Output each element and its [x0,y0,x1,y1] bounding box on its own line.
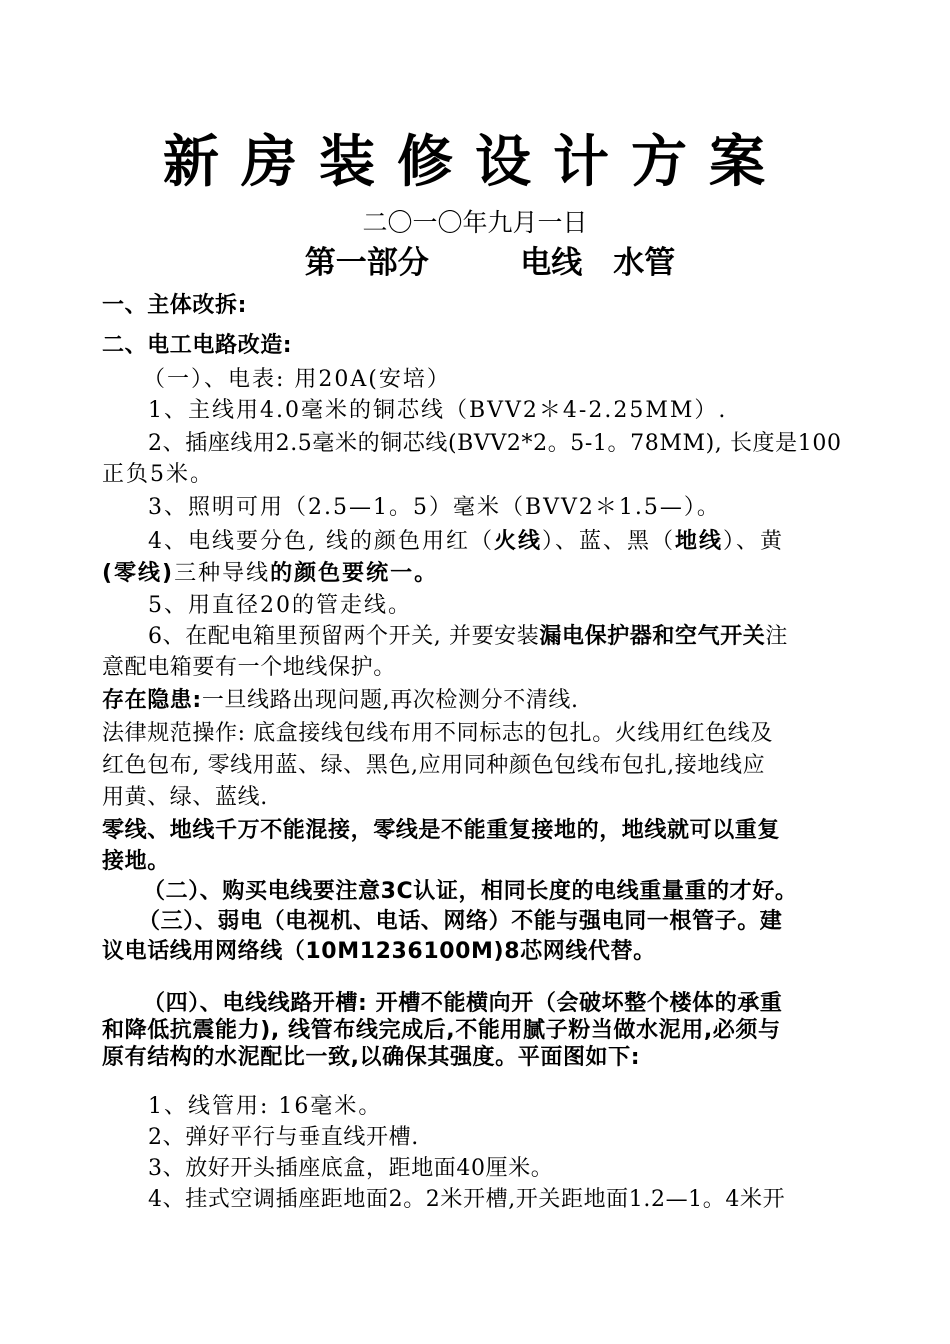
list-item-6-line1 [148,621,882,652]
legal-line-1: 法律规范操作: 底盒接线包线布用不同标志的包扎。火线用红色线及 [102,721,774,746]
document-title: 新房装修设计方案 [163,130,787,195]
groove-line-1: （四）、电线线路开槽: 开槽不能横向开（会破坏整个楼体的承重 [143,991,783,1016]
groove-list-item-2: 2、弹好平行与垂直线开槽. [148,1125,419,1150]
list-item-1: 1、主线用4.0毫米的铜芯线（BVV2＊4-2.25MM）. [148,398,728,423]
meter-item: （一）、电表: 用20A(安培） [143,367,451,392]
item-6-text-post: 注 [765,624,789,649]
risk-label: 存在隐患: [102,688,202,713]
purchase-note: （二）、购买电线要注意3C认证，相同长度的电线重量重的才好。 [143,879,798,904]
weak-current-line-2: 议电话线用网络线（10M1236100M)8芯网线代替。 [102,939,656,964]
list-item-6-line2: 意配电箱要有一个地线保护。 [102,655,396,680]
groove-line-2: 和降低抗震能力), 线管布线完成后,不能用腻子粉当做水泥用,必须与 [102,1018,781,1043]
warning-line-2: 接地。 [102,849,170,874]
risk-text: 一旦线路出现问题,再次检测分不清线. [201,688,579,713]
item-4-text-post: ）、黄 [723,529,785,554]
item-4-line2-text: 三种导线 [174,561,271,586]
section-heading-1: 一、主体改拆: [102,293,247,318]
list-item-2-line2: 正负5米。 [102,462,214,487]
list-item-4-line2 [102,558,882,589]
item-6-text: 6、在配电箱里预留两个开关, 并要安装 [148,624,540,649]
list-item-2-line1: 2、插座线用2.5毫米的铜芯线(BVV2*2。5-1。78MM), 长度是100 [148,431,842,456]
list-item-3: 3、照明可用（2.5—1。5）毫米（BVV2＊1.5—）。 [148,495,721,520]
item-4-text: 4、电线要分色, 线的颜色用红（ [148,529,494,554]
risk-line [102,685,882,716]
list-item-4-line1 [148,526,882,557]
part-heading [0,242,950,284]
groove-list-item-3: 3、放好开头插座底盒，距地面40厘米。 [148,1156,554,1181]
groove-list-item-4: 4、挂式空调插座距地面2。2米开槽,开关距地面1.2—1。4米开 [148,1187,786,1212]
part-topics: 电线 水管 [520,245,676,281]
warning-line-1: 零线、地线千万不能混接，零线是不能重复接地的，地线就可以重复 [102,818,781,843]
item-4-text-mid: ）、蓝、黑（ [542,529,676,554]
legal-line-2: 红色包布, 零线用蓝、绿、黑色,应用同种颜色包线布包扎,接地线应 [102,753,766,778]
groove-line-3: 原有结构的水泥配比一致,以确保其强度。平面图如下: [102,1045,641,1070]
groove-list-item-1: 1、线管用: 16毫米。 [148,1094,383,1119]
part-label: 第一部分 [304,245,429,281]
section-heading-2: 二、电工电路改造: [102,333,293,358]
uniform-color-note: 的颜色要统一。 [270,561,439,586]
ground-wire-label: 地线 [675,529,724,554]
legal-line-3: 用黄、绿、蓝线. [102,785,268,810]
document-date: 二〇一〇年九月一日 [362,208,588,237]
breaker-note: 漏电保护器和空气开关 [539,624,766,649]
list-item-5: 5、用直径20的管走线。 [148,593,412,618]
weak-current-line-1: （三）、弱电（电视机、电话、网络）不能与强电同一根管子。建 [138,909,783,934]
fire-wire-label: 火线 [493,529,542,554]
zero-wire-label: (零线) [102,561,175,586]
